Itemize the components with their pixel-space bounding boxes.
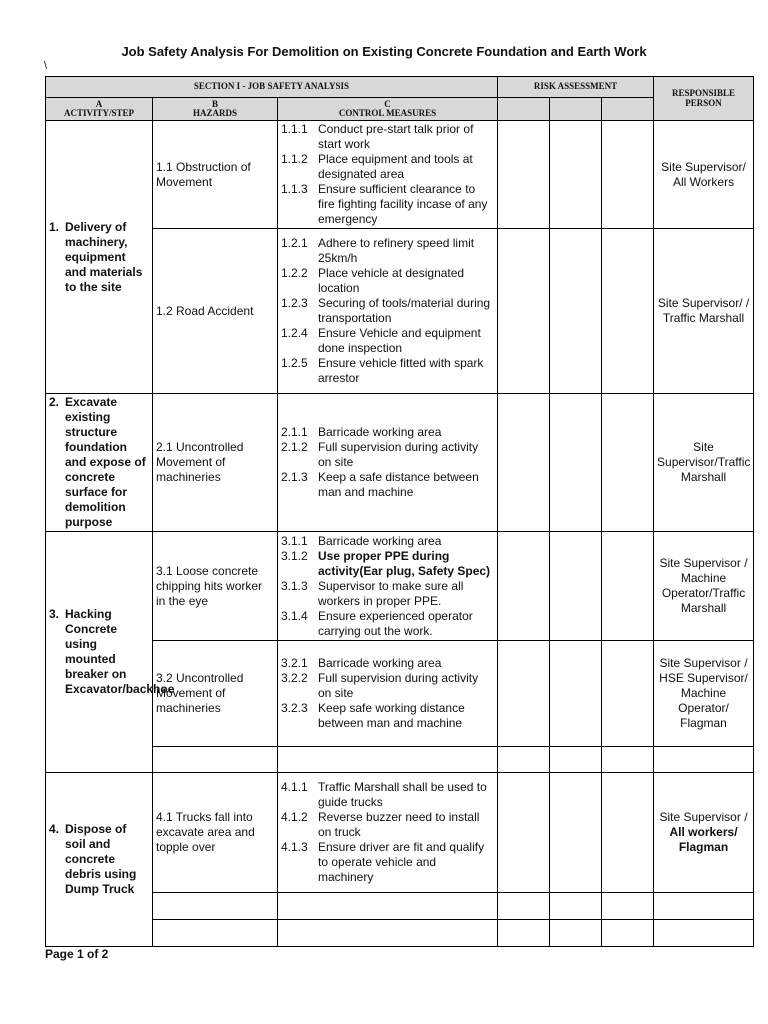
control-number: 1.2.1 <box>281 236 308 250</box>
risk-assessment-cell <box>550 920 602 947</box>
risk-col-3 <box>602 98 654 121</box>
hazard-cell: 1.2 Road Accident <box>153 229 278 394</box>
control-measure-item <box>281 534 494 549</box>
activity-step-cell <box>46 532 175 773</box>
control-measure-item <box>281 579 494 609</box>
column-b-header: B HAZARDS <box>153 98 278 121</box>
control-measures-cell <box>278 394 498 532</box>
risk-assessment-cell <box>602 121 654 229</box>
risk-col-1 <box>498 98 550 121</box>
control-measure-item <box>281 152 494 182</box>
risk-assessment-cell <box>498 121 550 229</box>
stray-mark: \ <box>44 60 48 72</box>
activity-row <box>46 893 754 920</box>
activity-step-cell <box>46 773 153 947</box>
responsible-text-bold: All workers/ Flagman <box>669 825 738 854</box>
responsible-text: Site Supervisor/ All Workers <box>661 159 746 189</box>
risk-assessment-cell <box>550 121 602 229</box>
control-number: 4.1.2 <box>281 810 308 824</box>
control-text: Conduct pre-start talk prior of start work <box>318 122 474 151</box>
risk-assessment-cell <box>498 920 550 947</box>
control-measure-item <box>281 236 494 266</box>
hazard-cell: 1.1 Obstruction of Movement <box>153 121 278 229</box>
control-measure-item <box>281 122 494 152</box>
control-measures-cell <box>278 229 498 394</box>
control-text: Supervisor to make sure all workers in proper PPE. <box>318 578 464 608</box>
responsible-person-cell <box>654 747 754 773</box>
activity-row <box>46 773 754 893</box>
activity-number: 3. <box>49 607 60 621</box>
risk-assessment-cell <box>498 229 550 394</box>
hazard-cell <box>153 747 278 773</box>
control-measure-item <box>281 296 494 326</box>
control-measure-item <box>281 470 494 500</box>
control-number: 1.1.2 <box>281 152 308 166</box>
control-measure-item <box>281 549 494 579</box>
control-measure-item <box>281 356 494 386</box>
responsible-person-cell <box>654 641 754 747</box>
control-text: Barricade working area <box>318 656 442 670</box>
control-number: 3.2.2 <box>281 671 308 685</box>
risk-assessment-cell <box>602 747 654 773</box>
control-text: Ensure driver are fit and qualify to operate vehicle and machinery <box>318 840 485 884</box>
control-number: 2.1.1 <box>281 425 308 439</box>
control-number: 3.1.2 <box>281 548 308 563</box>
control-measures-cell <box>278 773 498 893</box>
risk-assessment-cell <box>550 394 602 532</box>
column-c-header: C CONTROL MEASURES <box>278 98 498 121</box>
control-text: Adhere to refinery speed limit 25km/h <box>318 236 475 265</box>
control-text: Full supervision during activity on site <box>318 440 479 469</box>
control-number: 4.1.3 <box>281 840 308 854</box>
activity-text: Delivery of machinery, equipment and materials to the site <box>65 219 143 294</box>
control-text: Place equipment and tools at designated area <box>318 152 473 181</box>
risk-assessment-header: RISK ASSESSMENT <box>498 77 654 98</box>
control-number: 2.1.3 <box>281 470 308 484</box>
activity-number: 4. <box>49 822 60 836</box>
column-a-header: A ACTIVITY/STEP <box>46 98 153 121</box>
control-text: Use proper PPE during activity(Ear plug, Safety Spec) <box>318 548 491 578</box>
control-measure-item <box>281 656 494 671</box>
risk-assessment-cell <box>550 532 602 641</box>
control-text: Keep safe working distance between man and machine <box>318 701 465 730</box>
control-text: Ensure Vehicle and equipment done inspection <box>318 326 481 355</box>
responsible-person-cell <box>654 229 754 394</box>
control-text: Place vehicle at designated location <box>318 266 465 295</box>
responsible-person-cell <box>654 893 754 920</box>
control-measure-item <box>281 182 494 227</box>
hazard-cell: 3.1 Loose concrete chipping hits worker in the eye <box>153 532 278 641</box>
control-measures-cell <box>278 532 498 641</box>
responsible-person-cell <box>654 920 754 947</box>
responsible-person-cell <box>654 121 754 229</box>
control-measure-item <box>281 326 494 356</box>
risk-assessment-cell <box>498 747 550 773</box>
control-measure-item <box>281 701 494 731</box>
risk-assessment-cell <box>602 641 654 747</box>
activity-row <box>46 747 754 773</box>
risk-assessment-cell <box>602 394 654 532</box>
control-measure-item <box>281 425 494 440</box>
control-measure-item <box>281 609 494 639</box>
control-text: Ensure sufficient clearance to fire fighting facility incase of any emergency <box>318 182 488 226</box>
control-measures-cell <box>278 920 498 947</box>
hazard-cell: 3.2 Uncontrolled Movement of machineries <box>153 641 278 747</box>
responsible-person-cell <box>654 394 754 532</box>
control-measure-item <box>281 810 494 840</box>
control-text: Barricade working area <box>318 533 442 548</box>
control-measure-item <box>281 266 494 296</box>
control-measures-cell <box>278 893 498 920</box>
control-text: Keep a safe distance between man and machine <box>318 470 479 499</box>
document-title: Job Safety Analysis For Demolition on Existing Concrete Foundation and Earth Work <box>121 44 647 59</box>
activity-step-cell <box>46 121 153 394</box>
control-text: Barricade working area <box>318 425 442 439</box>
section-header: SECTION I - JOB SAFETY ANALYSIS <box>46 77 498 98</box>
activity-text: Excavate existing structure foundation and expose of concrete surface for demolition purpose <box>65 395 146 529</box>
responsible-text: Site Supervisor / <box>659 810 748 824</box>
risk-assessment-cell <box>550 893 602 920</box>
responsible-text: Site Supervisor / Machine Operator/Traffic Marshall <box>659 556 748 615</box>
risk-assessment-cell <box>602 920 654 947</box>
job-safety-analysis-table <box>45 76 754 947</box>
responsible-person-cell <box>654 773 754 893</box>
control-number: 3.1.3 <box>281 578 308 593</box>
control-number: 1.2.2 <box>281 266 308 280</box>
control-text: Ensure experienced operator carrying out the work. <box>318 608 473 638</box>
risk-assessment-cell <box>498 773 550 893</box>
control-number: 3.2.3 <box>281 701 308 715</box>
control-number: 1.2.4 <box>281 326 308 340</box>
risk-assessment-cell <box>498 394 550 532</box>
control-number: 3.1.4 <box>281 608 308 623</box>
page-number: Page 1 of 2 <box>45 947 109 961</box>
control-number: 1.1.1 <box>281 122 308 136</box>
activity-row <box>46 121 754 229</box>
activity-row <box>46 394 754 532</box>
responsible-text: Site Supervisor / HSE Supervisor/ Machine Operator/ Flagman <box>659 656 748 730</box>
responsible-person-cell <box>654 532 754 641</box>
control-text: Reverse buzzer need to install on truck <box>318 810 480 839</box>
activity-text: Hacking Concrete using mounted breaker on Excavator/backhoe <box>65 607 175 696</box>
control-text: Securing of tools/material during transportation <box>318 296 491 325</box>
control-number: 1.2.5 <box>281 356 308 370</box>
control-measure-item <box>281 671 494 701</box>
control-measures-cell <box>278 641 498 747</box>
control-number: 3.2.1 <box>281 656 308 670</box>
control-number: 3.1.1 <box>281 533 308 548</box>
risk-assessment-cell <box>602 893 654 920</box>
responsible-person-header: RESPONSIBLE PERSON <box>654 77 754 121</box>
activity-number: 2. <box>49 395 60 409</box>
responsible-text: Site Supervisor/Traffic Marshall <box>657 440 751 484</box>
control-number: 1.1.3 <box>281 182 308 196</box>
risk-assessment-cell <box>498 641 550 747</box>
risk-assessment-cell <box>550 641 602 747</box>
hazard-cell: 2.1 Uncontrolled Movement of machineries <box>153 394 278 532</box>
risk-assessment-cell <box>550 747 602 773</box>
control-number: 2.1.2 <box>281 440 308 454</box>
risk-assessment-cell <box>550 773 602 893</box>
activity-row <box>46 532 754 641</box>
activity-text: Dispose of soil and concrete debris using Dump Truck <box>65 822 137 896</box>
hazard-cell: 4.1 Trucks fall into excavate area and topple over <box>153 773 278 893</box>
hazard-cell <box>153 893 278 920</box>
control-measure-item <box>281 840 494 885</box>
risk-assessment-cell <box>498 893 550 920</box>
responsible-text: Site Supervisor/ / Traffic Marshall <box>657 296 750 325</box>
control-measures-cell <box>278 121 498 229</box>
control-number: 4.1.1 <box>281 780 308 794</box>
activity-step-cell <box>46 394 153 532</box>
control-measures-cell <box>278 747 498 773</box>
risk-assessment-cell <box>498 532 550 641</box>
risk-assessment-cell <box>550 229 602 394</box>
risk-assessment-cell <box>602 532 654 641</box>
risk-assessment-cell <box>602 229 654 394</box>
control-text: Full supervision during activity on site <box>318 671 479 700</box>
control-text: Traffic Marshall shall be used to guide trucks <box>318 780 487 809</box>
control-text: Ensure vehicle fitted with spark arrestor <box>318 356 484 385</box>
activity-row <box>46 920 754 947</box>
control-measure-item <box>281 780 494 810</box>
control-measure-item <box>281 440 494 470</box>
risk-assessment-cell <box>602 773 654 893</box>
activity-row <box>46 229 754 394</box>
control-number: 1.2.3 <box>281 296 308 310</box>
risk-col-2 <box>550 98 602 121</box>
activity-number: 1. <box>49 219 60 234</box>
hazard-cell <box>153 920 278 947</box>
